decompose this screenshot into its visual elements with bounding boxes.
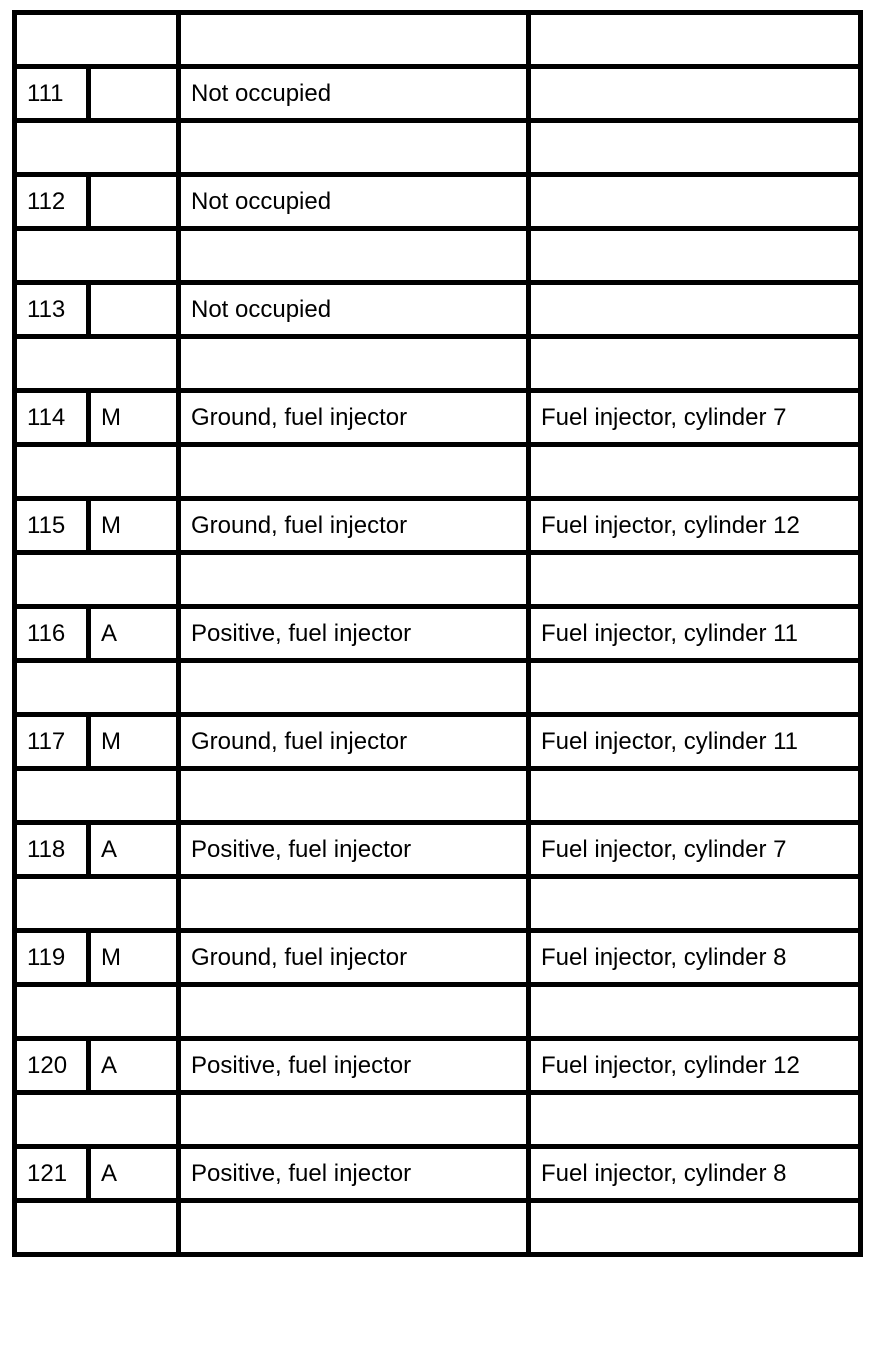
component-cell bbox=[529, 175, 861, 229]
spacer-cell bbox=[529, 985, 861, 1039]
description-cell: Not occupied bbox=[179, 283, 529, 337]
table-row bbox=[15, 715, 861, 769]
description-cell: Ground, fuel injector bbox=[179, 391, 529, 445]
table-row bbox=[15, 1147, 861, 1201]
spacer-cell bbox=[529, 1093, 861, 1147]
spacer-cell bbox=[15, 445, 179, 499]
spacer-cell bbox=[179, 877, 529, 931]
pin-cell: 114 bbox=[15, 391, 89, 445]
description-cell: Not occupied bbox=[179, 67, 529, 121]
spacer-cell bbox=[179, 1093, 529, 1147]
signal-type-cell: A bbox=[89, 607, 179, 661]
spacer-cell bbox=[179, 769, 529, 823]
description-cell: Not occupied bbox=[179, 175, 529, 229]
spacer-cell bbox=[15, 985, 179, 1039]
description-cell: Positive, fuel injector bbox=[179, 1039, 529, 1093]
spacer-cell bbox=[529, 1201, 861, 1255]
signal-type-cell bbox=[89, 283, 179, 337]
pin-cell: 112 bbox=[15, 175, 89, 229]
table-row bbox=[15, 499, 861, 553]
component-cell: Fuel injector, cylinder 7 bbox=[529, 823, 861, 877]
component-cell: Fuel injector, cylinder 12 bbox=[529, 499, 861, 553]
signal-type-cell bbox=[89, 175, 179, 229]
spacer-cell bbox=[179, 1201, 529, 1255]
spacer-cell bbox=[15, 1201, 179, 1255]
component-cell: Fuel injector, cylinder 11 bbox=[529, 607, 861, 661]
signal-type-cell: M bbox=[89, 715, 179, 769]
description-cell: Ground, fuel injector bbox=[179, 715, 529, 769]
table-row bbox=[15, 607, 861, 661]
table-row bbox=[15, 67, 861, 121]
spacer-row bbox=[15, 661, 861, 715]
signal-type-cell: A bbox=[89, 1039, 179, 1093]
table-body bbox=[15, 13, 861, 1255]
description-cell: Positive, fuel injector bbox=[179, 823, 529, 877]
spacer-cell bbox=[15, 769, 179, 823]
component-cell bbox=[529, 283, 861, 337]
signal-type-cell: A bbox=[89, 823, 179, 877]
header-component-cell bbox=[529, 13, 861, 67]
spacer-cell bbox=[179, 121, 529, 175]
spacer-cell bbox=[529, 121, 861, 175]
pin-cell: 119 bbox=[15, 931, 89, 985]
pin-cell: 113 bbox=[15, 283, 89, 337]
table-row bbox=[15, 283, 861, 337]
description-cell: Ground, fuel injector bbox=[179, 931, 529, 985]
spacer-cell bbox=[15, 661, 179, 715]
component-cell: Fuel injector, cylinder 8 bbox=[529, 1147, 861, 1201]
description-cell: Ground, fuel injector bbox=[179, 499, 529, 553]
spacer-row bbox=[15, 985, 861, 1039]
spacer-row bbox=[15, 553, 861, 607]
header-row bbox=[15, 13, 861, 67]
spacer-cell bbox=[15, 553, 179, 607]
signal-type-cell: M bbox=[89, 499, 179, 553]
spacer-cell bbox=[529, 661, 861, 715]
spacer-row bbox=[15, 769, 861, 823]
table-row bbox=[15, 823, 861, 877]
pin-cell: 115 bbox=[15, 499, 89, 553]
spacer-cell bbox=[15, 337, 179, 391]
spacer-cell bbox=[179, 661, 529, 715]
spacer-row bbox=[15, 229, 861, 283]
pin-cell: 116 bbox=[15, 607, 89, 661]
spacer-row bbox=[15, 337, 861, 391]
pin-assignment-table bbox=[12, 10, 863, 1257]
spacer-row bbox=[15, 1201, 861, 1255]
pin-cell: 111 bbox=[15, 67, 89, 121]
table-row bbox=[15, 931, 861, 985]
spacer-row bbox=[15, 445, 861, 499]
table-row bbox=[15, 1039, 861, 1093]
signal-type-cell bbox=[89, 67, 179, 121]
description-cell: Positive, fuel injector bbox=[179, 607, 529, 661]
spacer-cell bbox=[15, 229, 179, 283]
component-cell: Fuel injector, cylinder 12 bbox=[529, 1039, 861, 1093]
table-row bbox=[15, 391, 861, 445]
spacer-row bbox=[15, 877, 861, 931]
spacer-row bbox=[15, 1093, 861, 1147]
spacer-cell bbox=[179, 445, 529, 499]
spacer-cell bbox=[529, 553, 861, 607]
signal-type-cell: A bbox=[89, 1147, 179, 1201]
pin-cell: 120 bbox=[15, 1039, 89, 1093]
pin-cell: 121 bbox=[15, 1147, 89, 1201]
spacer-cell bbox=[529, 769, 861, 823]
pin-cell: 118 bbox=[15, 823, 89, 877]
header-description-cell bbox=[179, 13, 529, 67]
component-cell: Fuel injector, cylinder 7 bbox=[529, 391, 861, 445]
description-cell: Positive, fuel injector bbox=[179, 1147, 529, 1201]
component-cell bbox=[529, 67, 861, 121]
spacer-cell bbox=[15, 877, 179, 931]
table-row bbox=[15, 175, 861, 229]
spacer-cell bbox=[529, 229, 861, 283]
spacer-cell bbox=[15, 1093, 179, 1147]
spacer-cell bbox=[529, 445, 861, 499]
spacer-cell bbox=[179, 553, 529, 607]
signal-type-cell: M bbox=[89, 931, 179, 985]
component-cell: Fuel injector, cylinder 8 bbox=[529, 931, 861, 985]
spacer-cell bbox=[179, 229, 529, 283]
spacer-cell bbox=[529, 877, 861, 931]
spacer-row bbox=[15, 121, 861, 175]
spacer-cell bbox=[179, 337, 529, 391]
component-cell: Fuel injector, cylinder 11 bbox=[529, 715, 861, 769]
signal-type-cell: M bbox=[89, 391, 179, 445]
spacer-cell bbox=[179, 985, 529, 1039]
spacer-cell bbox=[15, 121, 179, 175]
pin-cell: 117 bbox=[15, 715, 89, 769]
header-pin-cell bbox=[15, 13, 179, 67]
spacer-cell bbox=[529, 337, 861, 391]
